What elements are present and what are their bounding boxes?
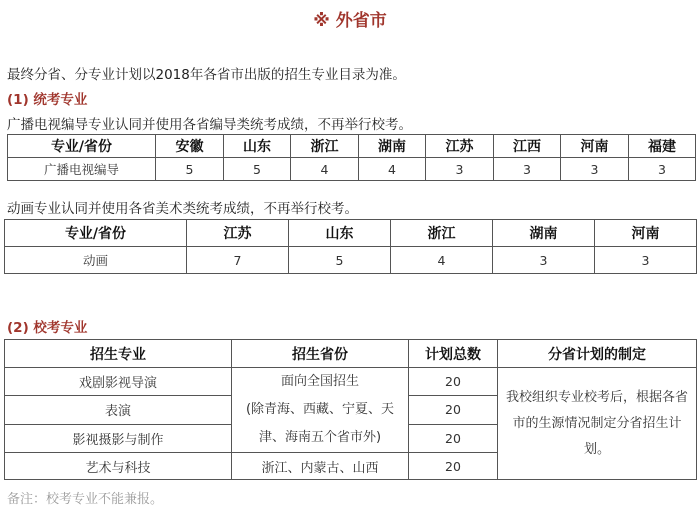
table-cell: 4: [291, 158, 359, 181]
page-title: ※ 外省市: [313, 11, 387, 31]
header-cell: 江西: [494, 135, 561, 158]
plan-note-cell: 我校组织专业校考后，根据各省市的生源情况制定分省招生计划。: [498, 368, 697, 480]
table-row: [5, 247, 697, 274]
header-cell: 福建: [629, 135, 696, 158]
school-exam-table: [4, 339, 697, 480]
footnote: 备注：校考专业不能兼报。: [7, 492, 164, 507]
header-cell: 安徽: [156, 135, 224, 158]
total-cell: 20: [409, 368, 498, 396]
table-cell: 5: [224, 158, 291, 181]
total-cell: 20: [409, 424, 498, 452]
table-cell: 3: [493, 247, 595, 274]
table-cell: 3: [426, 158, 494, 181]
header-cell: 山东: [224, 135, 291, 158]
header-cell: 招生专业: [5, 340, 232, 368]
intro-text: 最终分省、分专业计划以2018年各省市出版的招生专业目录为准。: [7, 67, 406, 83]
table-row: [8, 158, 696, 181]
table-header-row: [8, 135, 696, 158]
section1-desc-broadcast: 广播电视编导专业认同并使用各省编导类统考成绩，不再举行校考。: [7, 117, 412, 133]
header-cell: 江苏: [187, 220, 289, 247]
table-cell: 3: [595, 247, 697, 274]
header-cell: 浙江: [391, 220, 493, 247]
header-cell: 浙江: [291, 135, 359, 158]
major-cell: 艺术与科技: [5, 453, 232, 480]
table-cell: 广播电视编导: [8, 158, 156, 181]
section2-heading: (2) 校考专业: [7, 320, 88, 336]
header-cell: 招生省份: [232, 340, 409, 368]
table-header-row: [5, 340, 697, 368]
header-cell: 专业/省份: [8, 135, 156, 158]
header-cell: 计划总数: [409, 340, 498, 368]
provinces-national-cell: 面向全国招生 (除青海、西藏、宁夏、天津、海南五个省市外): [232, 368, 409, 453]
table-cell: 5: [156, 158, 224, 181]
table-cell: 3: [561, 158, 629, 181]
animation-quota-table: [4, 219, 697, 274]
total-cell: 20: [409, 396, 498, 424]
header-cell: 河南: [595, 220, 697, 247]
table-cell: 4: [391, 247, 493, 274]
section1-desc-animation: 动画专业认同并使用各省美术类统考成绩，不再举行校考。: [7, 201, 358, 217]
header-cell: 分省计划的制定: [498, 340, 697, 368]
header-cell: 湖南: [359, 135, 426, 158]
total-cell: 20: [409, 453, 498, 480]
header-cell: 山东: [289, 220, 391, 247]
table-cell: 动画: [5, 247, 187, 274]
header-cell: 江苏: [426, 135, 494, 158]
table-row: [5, 368, 697, 396]
table-cell: 4: [359, 158, 426, 181]
section1-heading: (1) 统考专业: [7, 92, 88, 108]
broadcast-quota-table: [7, 134, 696, 181]
major-cell: 表演: [5, 396, 232, 424]
provinces-limited-cell: 浙江、内蒙古、山西: [232, 453, 409, 480]
major-cell: 戏剧影视导演: [5, 368, 232, 396]
table-header-row: [5, 220, 697, 247]
header-cell: 专业/省份: [5, 220, 187, 247]
header-cell: 湖南: [493, 220, 595, 247]
table-cell: 3: [494, 158, 561, 181]
table-cell: 7: [187, 247, 289, 274]
table-cell: 5: [289, 247, 391, 274]
header-cell: 河南: [561, 135, 629, 158]
major-cell: 影视摄影与制作: [5, 424, 232, 452]
table-cell: 3: [629, 158, 696, 181]
